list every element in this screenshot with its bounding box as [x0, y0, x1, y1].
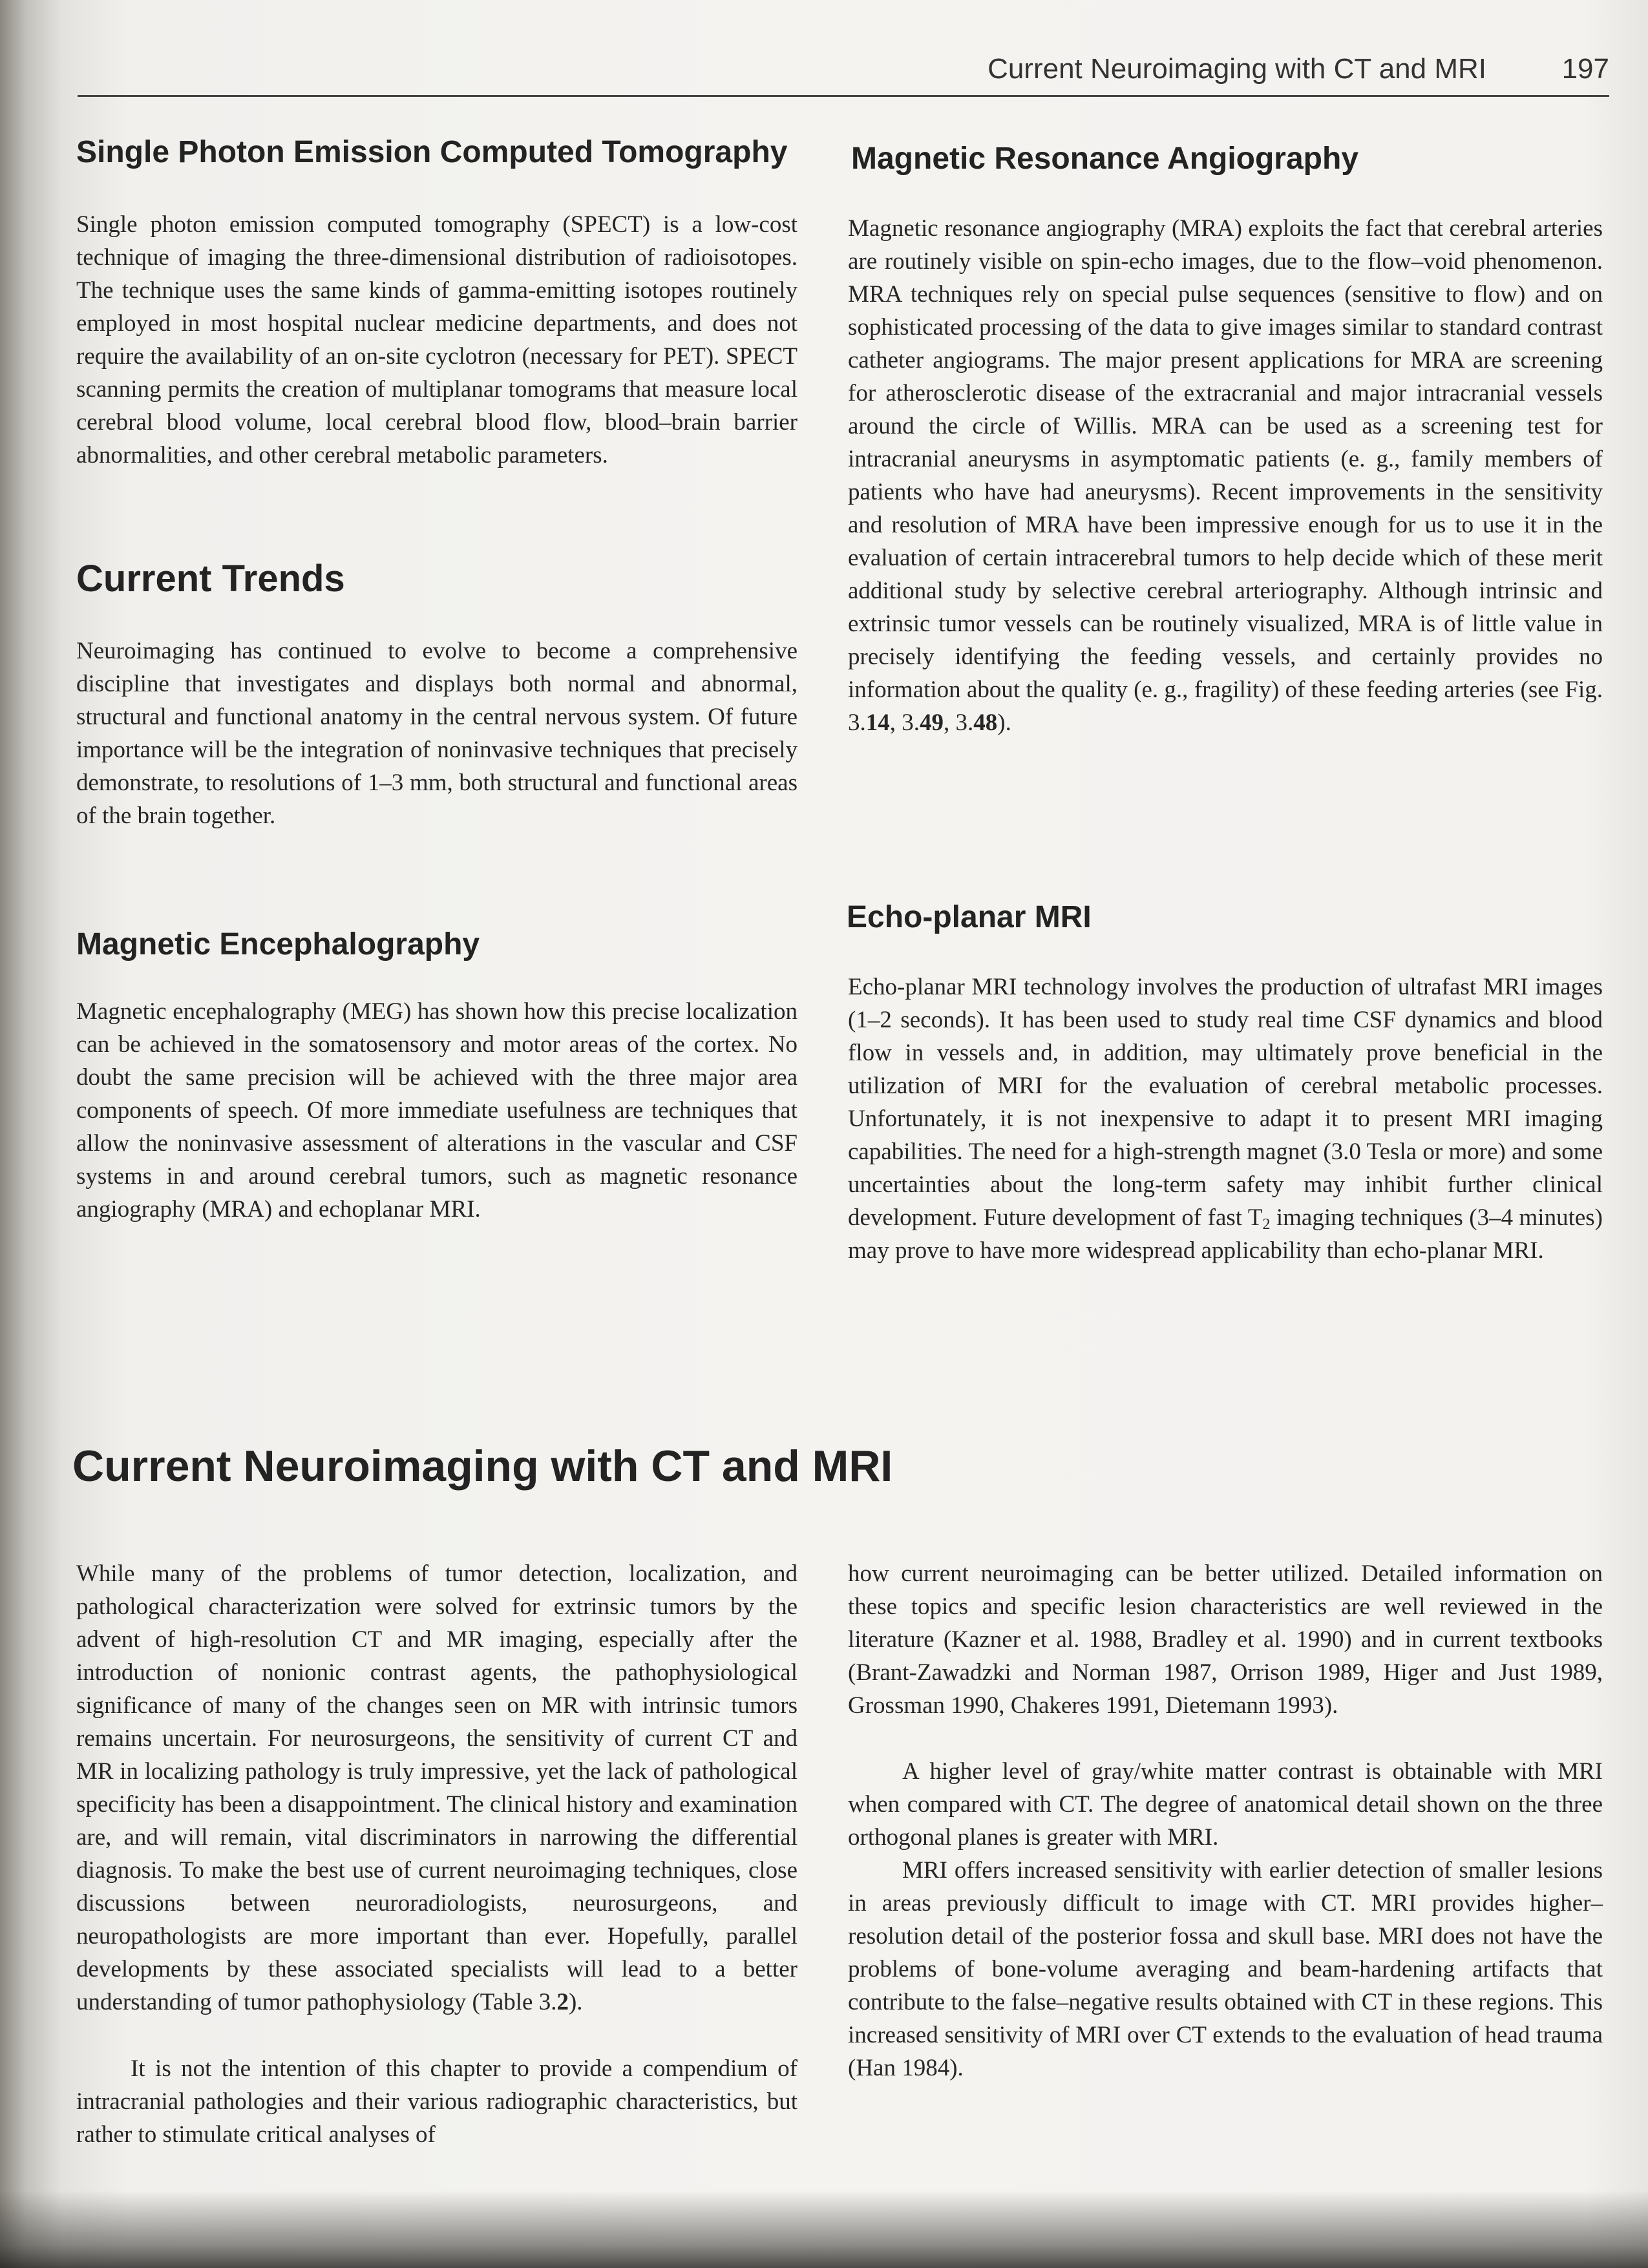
- mra-paragraph: [848, 212, 1603, 739]
- spect-heading: Single Photon Emission Computed Tomography: [76, 135, 788, 169]
- page-edge-shadow: [0, 2190, 1648, 2268]
- table-ref: 2: [556, 1989, 569, 2015]
- t2-subscript: 2: [1262, 1216, 1271, 1233]
- echo-paragraph: [848, 971, 1603, 1267]
- mra-sep-2: , 3.: [944, 709, 974, 736]
- main-p1-text: While many of the problems of tumor detection, localization, and pathological characterization were solved for extrinsic tumors by the advent of high-resolution CT and MR imaging, especially after the introduction of nonionic contrast agents, the pathophysiological significance of many of the changes seen on MR with intrinsic tumors remains uncertain. For neurosurgeons, the sensitivity of current CT and MR in localizing pathology is truly impressive, yet the lack of pathological specificity has been a disappointment. The clinical history and examination are, and will remain, vital discriminators in narrowing the differential diagnosis. To make the best use of current neuroimaging techniques, close discussions between neuroradiologists, neurosurgeons, and neuropathologists are more important than ever. Hopefully, parallel developments by these associated specialists will lead to a better understanding of tumor pathophysiology (Table 3.: [76, 1560, 798, 2015]
- page-number: 197: [1561, 53, 1609, 85]
- main-paragraph-1: [76, 1557, 798, 2019]
- mra-fig-ref-3: 48: [973, 709, 998, 736]
- trends-heading: Current Trends: [76, 558, 345, 600]
- mra-fig-ref-1: 14: [865, 709, 890, 736]
- meg-heading: Magnetic Encephalography: [76, 927, 480, 961]
- main-paragraph-4: MRI offers increased sensitivity with earlier detection of smaller lesions in areas previously difficult to image with CT. MRI provides higher–resolution detail of the posterior fossa and skull base. MRI does not have the problems of bone-volume averaging and beam-hardening artifacts that contribute to the false–negative results obtained with CT in these regions. This increased sensitivity of MRI over CT extends to the evaluation of head trauma (Han 1984).: [848, 1857, 1603, 2081]
- mra-close: ).: [997, 709, 1011, 736]
- mra-heading: Magnetic Resonance Angiography: [851, 142, 1359, 176]
- trends-paragraph: Neuroimaging has continued to evolve to become a comprehensive discipline that investigates and displays both normal and abnormal, structural and functional anatomy in the central nervous system. Of future importance will be the integration of noninvasive techniques that precisely demonstrate, to resolutions of 1–3 mm, both structural and functional areas of the brain together.: [76, 638, 798, 829]
- main-section-heading: Current Neuroimaging with CT and MRI: [72, 1442, 893, 1491]
- meg-paragraph: Magnetic encephalography (MEG) has shown how this precise localization can be achieved in the somatosensory and motor areas of the cortex. No doubt the same precision will be achieved with the three major area components of speech. Of more immediate usefulness are techniques that allow the noninvasive assessment of alterations in the vascular and CSF systems in and around cerebral tumors, such as magnetic resonance angiography (MRA) and echoplanar MRI.: [76, 998, 798, 1223]
- mra-fig-ref-2: 49: [920, 709, 944, 736]
- mra-sep-1: , 3.: [889, 709, 920, 736]
- echo-text-a: Echo-planar MRI technology involves the production of ultrafast MRI images (1–2 seconds). It has been used to study real time CSF dynamics and blood flow in vessels and, in addition, may ultimately prove beneficial in the utilization of MRI for the evaluation of cerebral metabolic processes. Unfortunately, it is not inexpensive to adapt it to present MRI imaging capabilities. The need for a high-strength magnet (3.0 Tesla or more) and some uncertainties about the long-term safety may inhibit further clinical development. Future development of fast T: [848, 974, 1603, 1231]
- main-paragraph-2-start: It is not the intention of this chapter to provide a compendium of intracranial pathologies and their various radiographic characteristics, but rather to stimulate critical analyses of: [76, 2055, 798, 2148]
- echo-text-b: imaging techniques (3–4 minutes) may prove to have more widespread applicability than echo-planar MRI.: [848, 1204, 1603, 1264]
- running-title: Current Neuroimaging with CT and MRI: [988, 53, 1486, 85]
- main-p1-close: ).: [568, 1989, 583, 2015]
- main-paragraph-2-cont: how current neuroimaging can be better utilized. Detailed information on these topics and specific lesion characteristics are well reviewed in the literature (Kazner et al. 1988, Bradley et al. 1990) and in current textbooks (Brant-Zawadzki and Norman 1987, Orrison 1989, Higer and Just 1989, Grossman 1990, Chakeres 1991, Dietemann 1993).: [848, 1560, 1603, 1719]
- main-paragraph-3: A higher level of gray/white matter contrast is obtainable with MRI when compared with CT. The degree of anatomical detail shown on the three orthogonal planes is greater with MRI.: [848, 1758, 1603, 1851]
- running-header: [78, 53, 1609, 92]
- spect-paragraph: Single photon emission computed tomography (SPECT) is a low-cost technique of imaging the three-dimensional distribution of radioisotopes. The technique uses the same kinds of gamma-emitting isotopes routinely employed in most hospital nuclear medicine departments, and does not require the availability of an on-site cyclotron (necessary for PET). SPECT scanning permits the creation of multiplanar tomograms that measure local cerebral blood volume, local cerebral blood flow, blood–brain barrier abnormalities, and other cerebral metabolic parameters.: [76, 211, 798, 468]
- echo-heading: Echo-planar MRI: [847, 900, 1092, 934]
- header-rule: [78, 95, 1609, 97]
- mra-text: Magnetic resonance angiography (MRA) exploits the fact that cerebral arteries are routinely visible on spin-echo images, due to the flow–void phenomenon. MRA techniques rely on special pulse sequences (sensitive to flow) and on sophisticated processing of the data to give images similar to standard contrast catheter angiograms. The major present applications for MRA are screening for atherosclerotic disease of the extracranial and major intracranial vessels around the circle of Willis. MRA can be used as a screening test for intracranial aneurysms in asymptomatic patients (e. g., family members of patients who have had aneurysms). Recent improvements in the sensitivity and resolution of MRA have been impressive enough for us to use it in the evaluation of certain intracerebral tumors to help decide which of these merit additional study by selective cerebral arteriography. Although intrinsic and extrinsic tumor vessels can be routinely visualized, MRA is of little value in precisely identifying the feeding vessels, and certainly provides no information about the quality (e. g., fragility) of these feeding arteries (see Fig. 3.: [848, 215, 1603, 736]
